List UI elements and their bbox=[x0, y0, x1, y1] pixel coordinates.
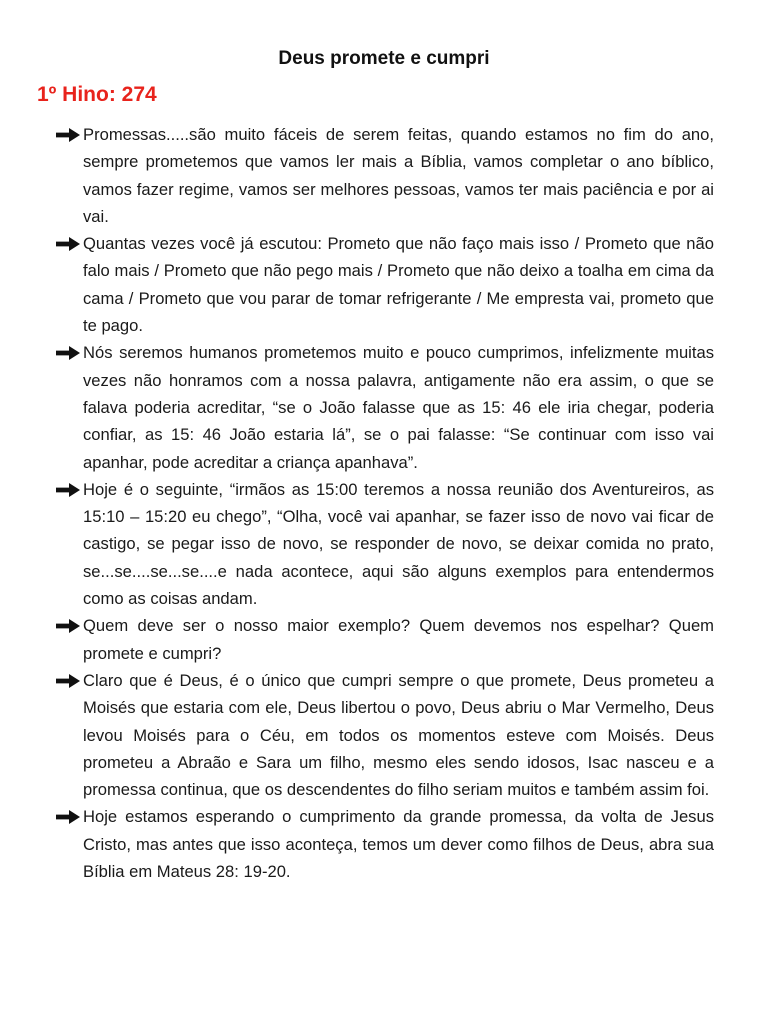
paragraph-text: Quantas vezes você já escutou: Prometo que não faço mais isso / Prometo que não falo mais / Prometo que não pego mais / Prometo que não deixo a toalha em cima da cama / Prometo que vou parar de tomar refrigerante / Me empresta vai, prometo que te pago. bbox=[83, 234, 714, 336]
right-arrow-icon bbox=[56, 128, 80, 142]
list-item bbox=[56, 612, 714, 667]
right-arrow-icon bbox=[56, 237, 80, 251]
list-item bbox=[56, 667, 714, 803]
paragraph-text: Hoje é o seguinte, “irmãos as 15:00 teremos a nossa reunião dos Aventureiros, as 15:10 – 15:20 eu chego”, “Olha, você vai apanhar, se fazer isso de novo vai ficar de castigo, se pegar isso de novo, se responder de novo, se deixar comida no prato, se...se....se...se....e nada acontece, aqui são alguns exemplos para entendermos como as coisas andam. bbox=[83, 479, 714, 609]
list-item bbox=[56, 230, 714, 339]
document-title: Deus promete e cumpri bbox=[278, 48, 490, 69]
right-arrow-icon bbox=[56, 483, 80, 497]
paragraph-text: Promessas.....são muito fáceis de serem feitas, quando estamos no fim do ano, sempre prometemos que vamos ler mais a Bíblia, vamos completar o ano bíblico, vamos fazer regime, vamos ser melhores pessoas, vamos ter mais paciência e por ai vai. bbox=[83, 125, 714, 226]
list-item bbox=[56, 803, 714, 885]
hymn-number: 1º Hino: 274 bbox=[37, 83, 157, 106]
right-arrow-icon bbox=[56, 619, 80, 633]
paragraph-text: Claro que é Deus, é o único que cumpri sempre o que promete, Deus prometeu a Moisés que estaria com ele, Deus libertou o povo, Deus abriu o Mar Vermelho, Deus levou Moisés para o Céu, em todos os momentos esteve com Moisés. Deus prometeu a Abraão e Sara um filho, mesmo eles sendo idosos, Isac nasceu e a promessa continua, que os descendentes do filho seriam muitos e também assim foi. bbox=[83, 670, 714, 800]
list-item bbox=[56, 339, 714, 475]
paragraph-text: Nós seremos humanos prometemos muito e pouco cumprimos, infelizmente muitas vezes não honramos com a nossa palavra, antigamente não era assim, o que se falava poderia acreditar, “se o João falasse que as 15: 46 ele iria chegar, poderia confiar, as 15: 46 João estaria lá”, se o pai falasse: “Se continuar com isso vai apanhar, pode acreditar a criança apanhava”. bbox=[83, 343, 714, 472]
right-arrow-icon bbox=[56, 674, 80, 688]
right-arrow-icon bbox=[56, 346, 80, 360]
paragraph-text: Hoje estamos esperando o cumprimento da grande promessa, da volta de Jesus Cristo, mas antes que isso aconteça, temos um dever como filhos de Deus, abra sua Bíblia em Mateus 28: 19-20. bbox=[83, 807, 714, 882]
paragraph-list bbox=[56, 121, 714, 885]
list-item bbox=[56, 476, 714, 612]
list-item bbox=[56, 121, 714, 230]
paragraph-text: Quem deve ser o nosso maior exemplo? Quem devemos nos espelhar? Quem promete e cumpri? bbox=[83, 616, 714, 663]
right-arrow-icon bbox=[56, 810, 80, 824]
